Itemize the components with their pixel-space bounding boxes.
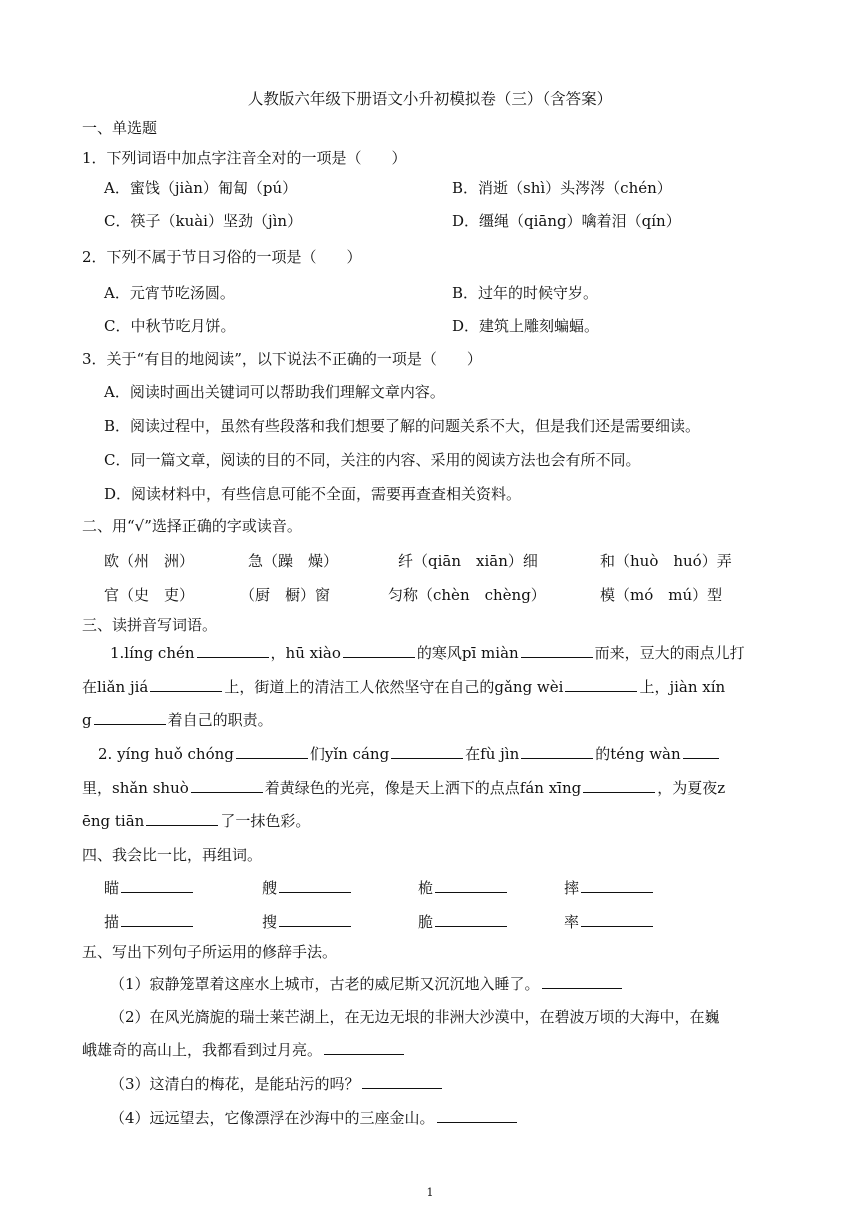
passage-text: g [82, 711, 92, 729]
q3-option-a: A．阅读时画出关键词可以帮助我们理解文章内容。 [104, 383, 445, 401]
choice-item: （厨 橱）窗 [240, 586, 331, 604]
answer-blank[interactable] [191, 778, 263, 793]
q2-option-b: B．过年的时候守岁。 [452, 284, 599, 302]
section-3-heading: 三、读拼音写词语。 [82, 616, 218, 634]
choice-item: 匀称（chèn chèng） [388, 586, 546, 604]
answer-blank[interactable] [94, 710, 166, 725]
answer-blank[interactable] [435, 878, 507, 893]
pinyin-passage-1-line-1 [110, 642, 745, 664]
pinyin-passage-1-line-3 [82, 709, 273, 731]
answer-blank[interactable] [362, 1074, 442, 1089]
sentence-text: （4）远远望去，它像漂浮在沙海中的三座金山。 [110, 1109, 435, 1127]
page-title: 人教版六年级下册语文小升初模拟卷（三）（含答案） [247, 90, 613, 108]
passage-text: 的寒风pī miàn [416, 644, 519, 662]
choice-item: 官（史 吏） [104, 586, 195, 604]
compare-char-item [564, 911, 655, 933]
compare-char: 摔 [564, 879, 580, 897]
answer-blank[interactable] [521, 744, 593, 759]
answer-blank[interactable] [150, 677, 222, 692]
rhetoric-item-3 [110, 1073, 444, 1095]
passage-text: 2. yíng huǒ chóng [98, 745, 234, 763]
answer-blank[interactable] [581, 912, 653, 927]
q3-option-d: D．阅读材料中，有些信息可能不全面，需要再查查相关资料。 [104, 485, 522, 503]
passage-text: 上，jiàn xín [639, 678, 726, 696]
q2-option-a: A．元宵节吃汤圆。 [104, 284, 235, 302]
q1-option-a: A．蜜饯（jiàn）匍匐（pú） [104, 179, 298, 197]
compare-char: 搜 [262, 913, 278, 931]
answer-blank[interactable] [542, 974, 622, 989]
answer-blank[interactable] [121, 912, 193, 927]
passage-text: 了一抹色彩。 [220, 812, 311, 830]
passage-text: 们yǐn cáng [309, 745, 390, 763]
compare-char: 描 [104, 913, 120, 931]
passage-text: ，hū xiào [270, 644, 341, 662]
answer-blank[interactable] [521, 643, 593, 658]
answer-blank[interactable] [324, 1040, 404, 1055]
q2-option-c: C．中秋节吃月饼。 [104, 317, 236, 335]
q3-stem: 3．关于“有目的地阅读”，以下说法不正确的一项是（ ） [82, 350, 482, 368]
rhetoric-item-4 [110, 1107, 519, 1129]
q1-option-d: D．缰绳（qiāng）噙着泪（qín） [452, 212, 681, 230]
passage-text: 着黄绿色的光亮，像是天上洒下的点点fán xīng [264, 779, 582, 797]
sentence-text: 峨雄奇的高山上，我都看到过月亮。 [82, 1041, 323, 1059]
answer-blank[interactable] [581, 878, 653, 893]
q1-stem: 1．下列词语中加点字注音全对的一项是（ ） [82, 149, 407, 167]
q1-option-b: B．消逝（shì）头涔涔（chén） [452, 179, 672, 197]
q1-option-c: C．筷子（kuài）坚劲（jìn） [104, 212, 303, 230]
passage-text: ，为夏夜z [657, 779, 726, 797]
compare-char-item [418, 877, 509, 899]
answer-blank[interactable] [343, 643, 415, 658]
sentence-text: （3）这清白的梅花，是能玷污的吗？ [110, 1075, 360, 1093]
q3-option-b: B．阅读过程中，虽然有些段落和我们想要了解的问题关系不大，但是我们还是需要细读。 [104, 417, 701, 435]
compare-char: 瞄 [104, 879, 120, 897]
q2-option-d: D．建筑上雕刻蝙蝠。 [452, 317, 600, 335]
compare-char-item [262, 877, 353, 899]
compare-char-item [104, 877, 195, 899]
passage-text: 而来，豆大的雨点儿打 [594, 644, 745, 662]
compare-char: 桅 [418, 879, 434, 897]
compare-char-item [262, 911, 353, 933]
answer-blank[interactable] [279, 878, 351, 893]
answer-blank[interactable] [435, 912, 507, 927]
section-5-heading: 五、写出下列句子所运用的修辞手法。 [82, 943, 338, 961]
compare-char: 脆 [418, 913, 434, 931]
passage-text: 在liǎn jiá [82, 678, 149, 696]
answer-blank[interactable] [437, 1108, 517, 1123]
answer-blank[interactable] [236, 744, 308, 759]
rhetoric-item-2-line-1: （2）在风光旖旎的瑞士莱芒湖上，在无边无垠的非洲大沙漠中，在碧波万顷的大海中，在巍 [110, 1008, 720, 1026]
section-1-heading: 一、单选题 [82, 119, 158, 137]
passage-text: 里，shǎn shuò [82, 779, 189, 797]
answer-blank[interactable] [683, 744, 719, 759]
passage-text: 上，街道上的清洁工人依然坚守在自己的gǎng wèi [224, 678, 564, 696]
rhetoric-item-2-line-2 [82, 1039, 406, 1061]
choice-item: 和（huò huó）弄 [600, 552, 732, 570]
compare-char-item [104, 911, 195, 933]
section-4-heading: 四、我会比一比，再组词。 [82, 846, 263, 864]
pinyin-passage-2-line-3 [82, 810, 310, 832]
answer-blank[interactable] [565, 677, 637, 692]
passage-text: 在fù jìn [465, 745, 520, 763]
pinyin-passage-2-line-1 [98, 743, 721, 765]
sentence-text: （1）寂静笼罩着这座水上城市，古老的威尼斯又沉沉地入睡了。 [110, 975, 540, 993]
page-number: 1 [426, 1186, 434, 1199]
choice-item: 模（mó mú）型 [600, 586, 723, 604]
q3-option-c: C．同一篇文章，阅读的目的不同，关注的内容、采用的阅读方法也会有所不同。 [104, 451, 641, 469]
passage-text: ēng tiān [82, 812, 145, 830]
compare-char-item [418, 911, 509, 933]
choice-item: 急（躁 燥） [248, 552, 339, 570]
choice-item: 欧（州 洲） [104, 552, 195, 570]
pinyin-passage-2-line-2 [82, 777, 725, 799]
rhetoric-item-1 [110, 973, 624, 995]
q2-stem: 2．下列不属于节日习俗的一项是（ ） [82, 248, 362, 266]
answer-blank[interactable] [121, 878, 193, 893]
passage-text: 的téng wàn [595, 745, 681, 763]
section-2-heading: 二、用“√”选择正确的字或读音。 [82, 517, 302, 535]
passage-text: 1.líng chén [110, 644, 195, 662]
answer-blank[interactable] [146, 811, 218, 826]
passage-text: 着自己的职责。 [167, 711, 273, 729]
answer-blank[interactable] [391, 744, 463, 759]
answer-blank[interactable] [197, 643, 269, 658]
choice-item: 纤（qiān xiān）细 [398, 552, 538, 570]
compare-char-item [564, 877, 655, 899]
pinyin-passage-1-line-2 [82, 676, 725, 698]
answer-blank[interactable] [583, 778, 655, 793]
answer-blank[interactable] [279, 912, 351, 927]
compare-char: 率 [564, 913, 580, 931]
compare-char: 艘 [262, 879, 278, 897]
